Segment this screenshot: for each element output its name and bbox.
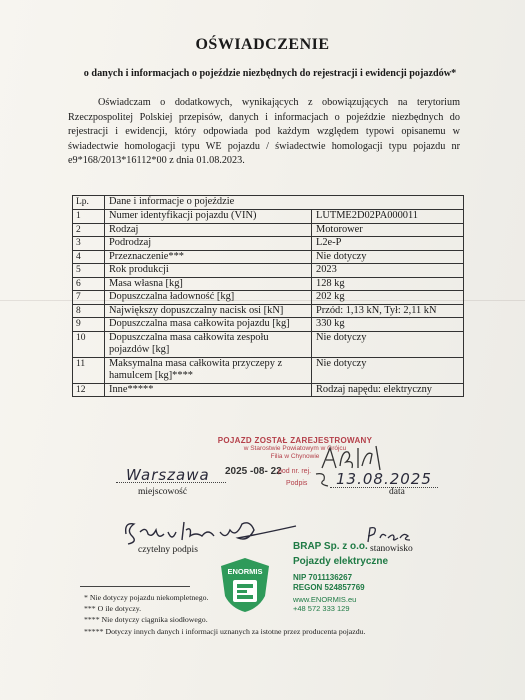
cell-name: Podrodzaj [105, 237, 312, 251]
cell-lp: 5 [73, 264, 105, 278]
table-row [73, 331, 464, 357]
header-name: Dane i informacje o pojeździe [105, 196, 464, 210]
cell-lp: 4 [73, 250, 105, 264]
logo-text: ENORMIS [227, 567, 263, 576]
stamp-line-2: w Starostwie Powiatowym w Grójcu [243, 445, 347, 452]
stamp-line-3: Filia w Chynowie [270, 453, 320, 460]
stamp-date: 2025 -08- 22 [225, 466, 282, 477]
table-row [73, 237, 464, 251]
date-handwritten: 13.08.2025 [336, 470, 432, 488]
table-header-row [73, 196, 464, 210]
table-row [73, 304, 464, 318]
stamp-podpis: Podpis [286, 480, 308, 487]
cell-value: Nie dotyczy [312, 357, 464, 383]
table-row [73, 223, 464, 237]
cell-name: Rodzaj [105, 223, 312, 237]
cell-lp: 10 [73, 331, 105, 357]
cell-name: Przeznaczenie*** [105, 250, 312, 264]
footnote-1: * Nie dotyczy pojazdu niekompletnego. [84, 593, 209, 602]
footnote-4: ***** Dotyczy innych danych i informacji uznanych za istotne przez producenta pojazdu. [84, 626, 366, 636]
cell-name: Rok produkcji [105, 264, 312, 278]
footnote-2: *** O ile dotyczy. [84, 604, 142, 614]
cell-lp: 3 [73, 237, 105, 251]
cell-value: 202 kg [312, 291, 464, 305]
cell-value: Nie dotyczy [312, 331, 464, 357]
date-label: data [389, 487, 405, 497]
footnotes [84, 592, 365, 637]
cell-name: Dopuszczalna masa całkowita pojazdu [kg] [105, 318, 312, 332]
table-row [73, 277, 464, 291]
company-nip: NIP 7011136267 [293, 573, 353, 582]
header-lp: Lp. [73, 196, 105, 210]
cell-lp: 12 [73, 383, 105, 397]
place-dotted-line [116, 482, 226, 483]
cell-name: Numer identyfikacji pojazdu (VIN) [105, 210, 312, 224]
cell-name: Dopuszczalna ładowność [kg] [105, 291, 312, 305]
company-regon: REGON 524857769 [293, 582, 365, 592]
cell-value: 2023 [312, 264, 464, 278]
cell-value: Przód: 1,13 kN, Tył: 2,11 kN [312, 304, 464, 318]
company-www: www.ENORMIS.eu [293, 595, 357, 604]
cell-lp: 1 [73, 210, 105, 224]
company-name: BRAP Sp. z o.o. [293, 541, 368, 552]
position-label: stanowisko [370, 544, 413, 554]
table-row [73, 383, 464, 397]
cell-name: Masa własna [kg] [105, 277, 312, 291]
place-label: miejscowość [138, 487, 188, 497]
cell-name: Największy dopuszczalny nacisk osi [kN] [105, 304, 312, 318]
cell-value: 128 kg [312, 277, 464, 291]
footnote-separator [80, 586, 190, 587]
cell-lp: 9 [73, 318, 105, 332]
cell-value: L2e-P [312, 237, 464, 251]
document-subtitle: o danych i informacjach o pojeździe niezbędnych do rejestracji i ewidencji pojazdów* [83, 68, 457, 79]
cell-value: Rodzaj napędu: elektryczny [312, 383, 464, 397]
footnote-3: **** Nie dotyczy ciągnika siodłowego. [84, 615, 208, 625]
place-handwritten: Warszawa [126, 466, 210, 484]
signature-label: czytelny podpis [138, 545, 198, 555]
stamp-pod-nr-rej: pod nr. rej. [278, 468, 312, 475]
cell-lp: 7 [73, 291, 105, 305]
cell-lp: 6 [73, 277, 105, 291]
table-row [73, 264, 464, 278]
document-title: OŚWIADCZENIE [195, 36, 330, 53]
date-dotted-line [330, 487, 438, 488]
table-row [73, 210, 464, 224]
cell-lp: 11 [73, 357, 105, 383]
company-phone: +48 572 333 129 [293, 604, 350, 613]
stamp-line-1: POJAZD ZOSTAŁ ZAREJESTROWANY [217, 436, 373, 445]
table-row [73, 357, 464, 383]
company-tagline: Pojazdy elektryczne [293, 556, 389, 567]
cell-value: Nie dotyczy [312, 250, 464, 264]
table-row [73, 291, 464, 305]
cell-value: Motorower [312, 223, 464, 237]
cell-value: 330 kg [312, 318, 464, 332]
cell-name: Maksymalna masa całkowita przyczepy z hamulcem [kg]**** [105, 357, 312, 383]
cell-name: Dopuszczalna masa całkowita zespołu pojazdów [kg] [105, 331, 312, 357]
cell-name: Inne***** [105, 383, 312, 397]
table-row [73, 250, 464, 264]
declaration-text: Oświadczam o dodatkowych, wynikających z obowiązujących na terytorium Rzeczpospolitej Polskiej przepisów, danych i informacjach o pojeździe niezbędnych do rejestracji i ewidencji, który odpowiada pod każdym względem typowi opisanemu w świadectwie homologacji typu WE pojazdu / świadectwie homologacji typu pojazdu nr e9*168/2013*16112*00 z dnia 01.08.2023. [68, 97, 460, 167]
table-row [73, 318, 464, 332]
vehicle-data-table [72, 195, 464, 397]
cell-lp: 2 [73, 223, 105, 237]
cell-value: LUTME2D02PA000011 [312, 210, 464, 224]
cell-lp: 8 [73, 304, 105, 318]
